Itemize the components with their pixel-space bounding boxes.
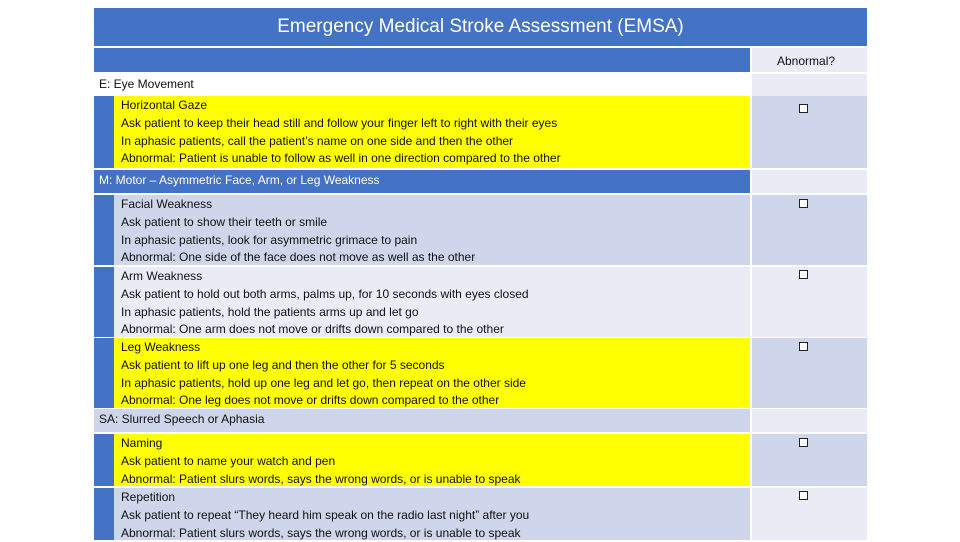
section-label-eye: E: Eye Movement: [99, 77, 194, 91]
checkbox-cell: [752, 338, 867, 408]
header-cell-abnormal: [752, 48, 867, 72]
item-line: Ask patient to keep their head still and follow your finger left to right with their eyes: [121, 115, 558, 130]
checkbox-cell: [752, 267, 867, 337]
section-label-cell: [94, 74, 750, 96]
checkbox-cell: [752, 195, 867, 265]
item-title: Arm Weakness: [121, 269, 203, 283]
item-line: Ask patient to hold out both arms, palms up, for 10 seconds with eyes closed: [121, 286, 529, 301]
indent-bar: [94, 488, 114, 540]
item-cell: [94, 338, 750, 408]
item-line: In aphasic patients, hold the patients arms up and let go: [121, 304, 419, 319]
item-cell: [94, 434, 750, 486]
item-text: [121, 435, 521, 488]
item-title: Facial Weakness: [121, 197, 213, 211]
section-label-cell: [94, 170, 750, 193]
section-label-speech: SA: Slurred Speech or Aphasia: [99, 412, 265, 426]
item-text: [121, 97, 561, 168]
item-line: Ask patient to show their teeth or smile: [121, 214, 328, 229]
abnormal-checkbox-leg-weakness[interactable]: [799, 342, 808, 351]
checkbox-cell: [752, 434, 867, 486]
indent-bar: [94, 96, 114, 168]
abnormal-checkbox-arm-weakness[interactable]: [799, 270, 808, 279]
abnormal-column-header: Abnormal?: [777, 54, 836, 68]
item-line: Abnormal: One side of the face does not move as well as the other: [121, 250, 476, 265]
item-cell: [94, 195, 750, 265]
item-text: [121, 339, 526, 410]
item-title: Naming: [121, 436, 163, 450]
item-line: In aphasic patients, hold up one leg and let go, then repeat on the other side: [121, 375, 526, 390]
item-line: Abnormal: One arm does not move or drifts down compared to the other: [121, 322, 504, 337]
checkbox-cell: [752, 488, 867, 540]
item-row-facial-weakness: [94, 195, 867, 265]
item-row-repetition: [94, 488, 867, 540]
item-row-leg-weakness: [94, 338, 867, 408]
item-text: [121, 489, 529, 542]
item-line: Ask patient to repeat “They heard him speak on the radio last night” after you: [121, 507, 530, 522]
item-title: Horizontal Gaze: [121, 98, 208, 112]
abnormal-checkbox-naming[interactable]: [799, 438, 808, 447]
item-text: [121, 268, 529, 339]
indent-bar: [94, 338, 114, 408]
item-line: Abnormal: One leg does not move or drifts down compared to the other: [121, 393, 500, 408]
item-cell: [94, 267, 750, 337]
item-title: Repetition: [121, 490, 176, 504]
checkbox-cell: [752, 96, 867, 168]
abnormal-checkbox-horizontal-gaze[interactable]: [799, 104, 808, 113]
item-cell: [94, 488, 750, 540]
header-cell-main: [94, 48, 750, 72]
abnormal-checkbox-facial-weakness[interactable]: [799, 199, 808, 208]
header-row: [94, 48, 867, 72]
abnormal-checkbox-repetition[interactable]: [799, 491, 808, 500]
section-row-motor: [94, 170, 867, 193]
table-title: [94, 8, 867, 46]
item-cell: [94, 96, 750, 168]
indent-bar: [94, 267, 114, 337]
item-row-arm-weakness: [94, 267, 867, 337]
section-side-cell: [752, 409, 867, 432]
item-line: Ask patient to lift up one leg and then the other for 5 seconds: [121, 357, 445, 372]
section-label-motor: M: Motor – Asymmetric Face, Arm, or Leg Weakness: [99, 173, 380, 187]
section-row-speech: [94, 409, 867, 432]
item-row-horizontal-gaze: [94, 96, 867, 168]
item-line: In aphasic patients, call the patient’s name on one side and then the other: [121, 133, 514, 148]
item-row-naming: [94, 434, 867, 486]
section-side-cell: [752, 74, 867, 96]
item-line: In aphasic patients, look for asymmetric grimace to pain: [121, 232, 418, 247]
item-line: Abnormal: Patient is unable to follow as well in one direction compared to the other: [121, 151, 561, 166]
item-line: Ask patient to name your watch and pen: [121, 453, 336, 468]
section-row-eye: [94, 74, 867, 96]
indent-bar: [94, 195, 114, 265]
item-title: Leg Weakness: [121, 340, 201, 354]
item-line: Abnormal: Patient slurs words, says the wrong words, or is unable to speak: [121, 525, 521, 540]
indent-bar: [94, 434, 114, 486]
section-label-cell: [94, 409, 750, 432]
section-side-cell: [752, 170, 867, 193]
item-text: [121, 196, 475, 267]
title-text: Emergency Medical Stroke Assessment (EMSA): [277, 16, 684, 37]
item-line: Abnormal: Patient slurs words, says the wrong words, or is unable to speak: [121, 471, 521, 486]
